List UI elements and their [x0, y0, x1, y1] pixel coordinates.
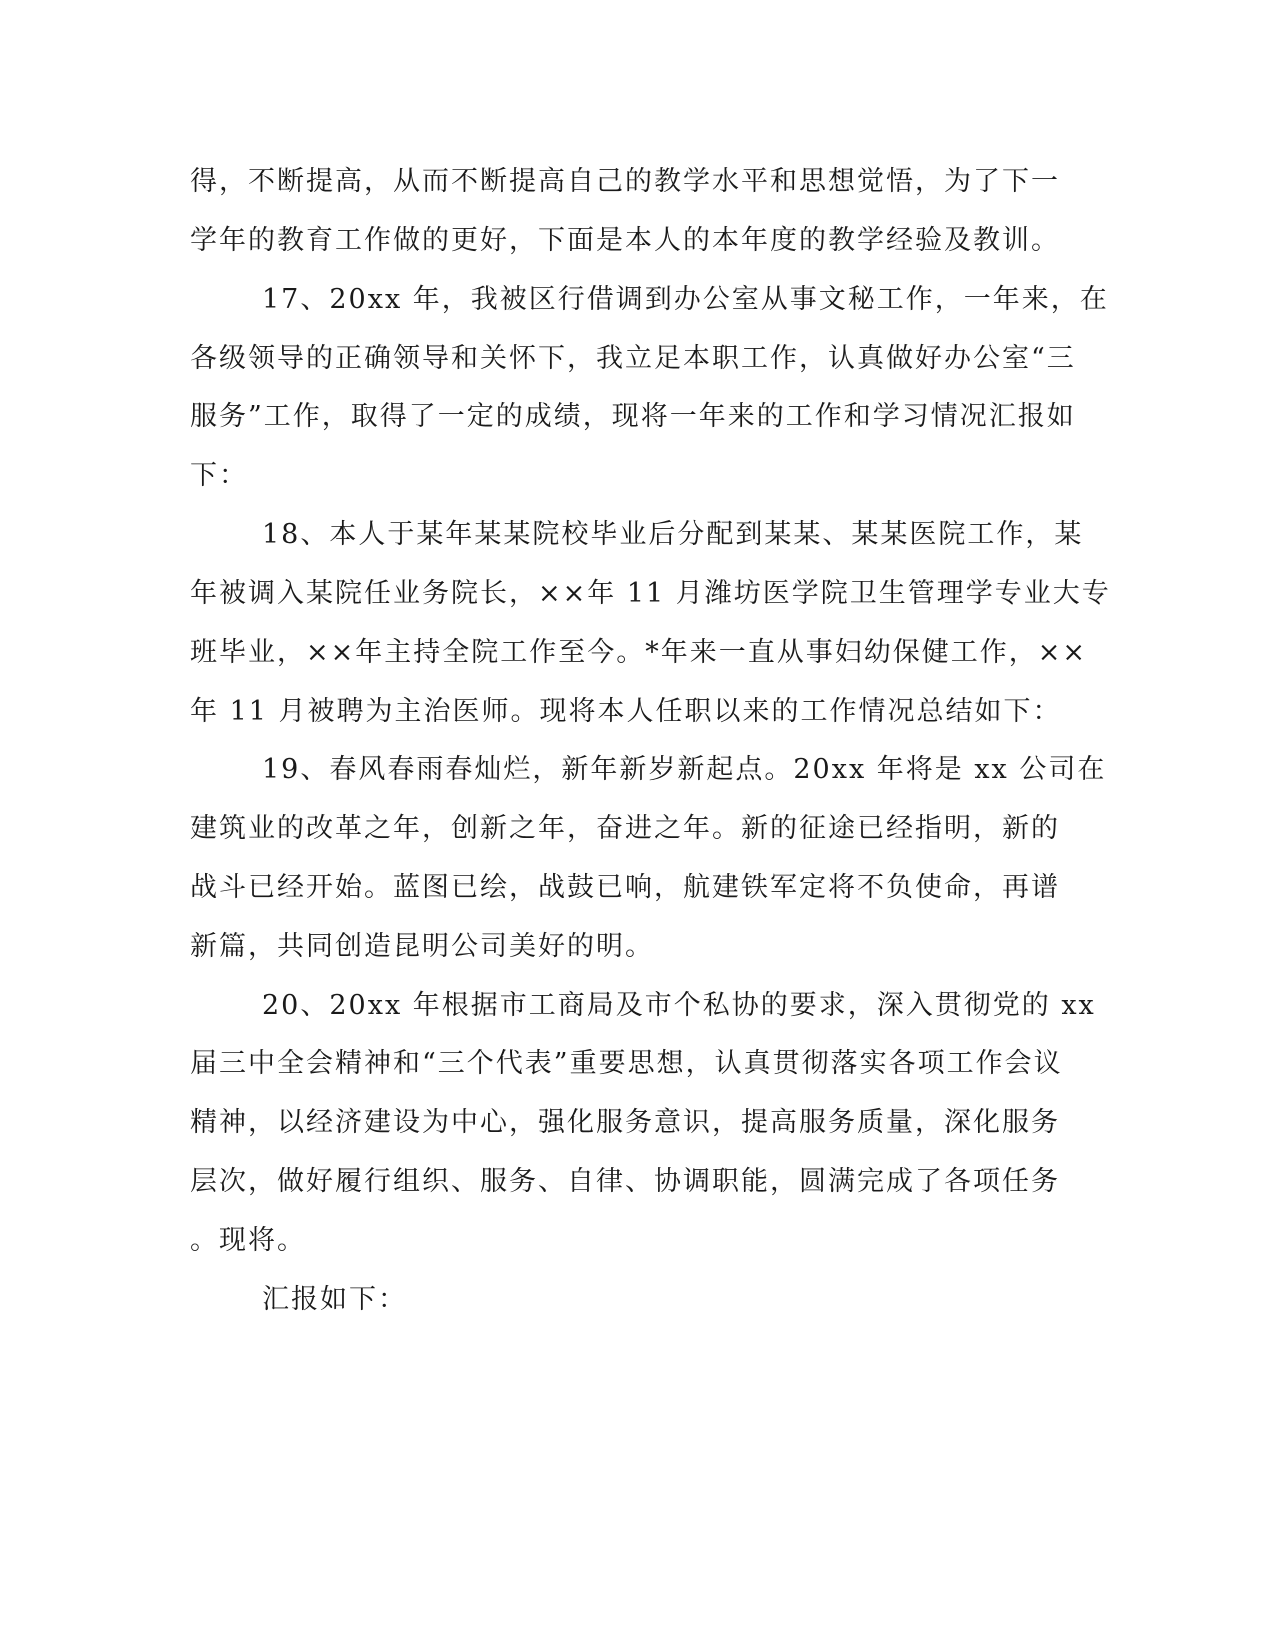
text-line: 年被调入某院任业务院长，××年 11 月潍坊医学院卫生管理学专业大专	[190, 578, 1111, 609]
text-line: 各级领导的正确领导和关怀下，我立足本职工作，认真做好办公室“三	[190, 343, 1076, 374]
text-line: 精神，以经济建设为中心，强化服务意识，提高服务质量，深化服务	[190, 1107, 1060, 1138]
text-line: 下：	[190, 460, 248, 491]
text-line: 层次，做好履行组织、服务、自律、协调职能，圆满完成了各项任务	[190, 1166, 1060, 1197]
text-line: 得，不断提高，从而不断提高自己的教学水平和思想觉悟，为了下一	[190, 166, 1060, 197]
text-line: 届三中全会精神和“三个代表”重要思想，认真贯彻落实各项工作会议	[190, 1048, 1063, 1079]
text-line: 学年的教育工作做的更好，下面是本人的本年度的教学经验及教训。	[190, 225, 1060, 256]
paragraph-19-start: 19、春风春雨春灿烂，新年新岁新起点。20xx 年将是 xx 公司在	[262, 754, 1107, 785]
text-line: 战斗已经开始。蓝图已绘，战鼓已响，航建铁军定将不负使命，再谱	[190, 872, 1060, 903]
text-line: 年 11 月被聘为主治医师。现将本人任职以来的工作情况总结如下：	[190, 696, 1062, 727]
paragraph-18-start: 18、本人于某年某某院校毕业后分配到某某、某某医院工作，某	[262, 519, 1084, 550]
paragraph-20-start: 20、20xx 年根据市工商局及市个私协的要求，深入贯彻党的 xx	[262, 990, 1096, 1021]
text-line: 班毕业，××年主持全院工作至今。*年来一直从事妇幼保健工作，××	[190, 637, 1087, 668]
closing-line: 汇报如下：	[262, 1284, 407, 1315]
paragraph-17-start: 17、20xx 年，我被区行借调到办公室从事文秘工作，一年来，在	[262, 284, 1109, 315]
text-line: 建筑业的改革之年，创新之年，奋进之年。新的征途已经指明，新的	[190, 813, 1060, 844]
text-line: 新篇，共同创造昆明公司美好的明。	[190, 931, 654, 962]
text-line: 服务”工作，取得了一定的成绩，现将一年来的工作和学习情况汇报如	[190, 401, 1076, 432]
text-line: 。现将。	[190, 1225, 306, 1256]
